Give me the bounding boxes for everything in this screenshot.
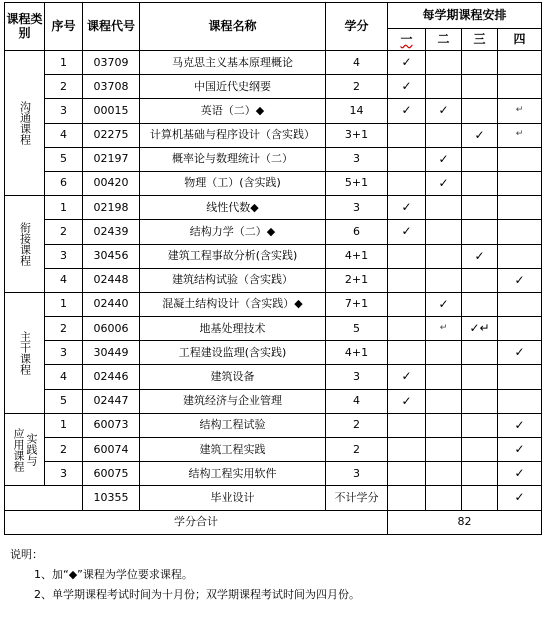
notes-title: 说明： (10, 548, 43, 561)
semester-2-mark (426, 220, 462, 244)
semester-2-mark (426, 462, 462, 486)
total-value: 82 (388, 510, 542, 534)
semester-2-mark (426, 196, 462, 220)
total-row (5, 510, 542, 534)
course-code: 30449 (83, 341, 140, 365)
course-name: 建筑经济与企业管理 (140, 389, 326, 413)
semester-3-mark (462, 147, 498, 171)
semester-2-mark (426, 438, 462, 462)
semester-3-mark (462, 462, 498, 486)
course-row (5, 147, 542, 171)
course-row (5, 365, 542, 389)
course-name: 马克思主义基本原理概论 (140, 51, 326, 75)
course-row (5, 413, 542, 437)
course-seq: 2 (45, 438, 83, 462)
category-cell (5, 413, 45, 486)
semester-2-mark (426, 51, 462, 75)
semester-2-label: 二 (426, 29, 462, 51)
course-seq: 5 (45, 147, 83, 171)
course-row (5, 196, 542, 220)
curriculum-table (4, 2, 542, 535)
course-code: 02440 (83, 292, 140, 316)
course-row (5, 462, 542, 486)
semester-1-label: 一 (388, 29, 426, 51)
course-code: 00015 (83, 99, 140, 123)
course-row (5, 220, 542, 244)
course-name: 建筑设备 (140, 365, 326, 389)
course-code: 02447 (83, 389, 140, 413)
course-code: 02446 (83, 365, 140, 389)
semester-3-mark: ✓↵ (462, 317, 498, 341)
course-credit: 2 (326, 413, 388, 437)
course-name: 计算机基础与程序设计（含实践） (140, 123, 326, 147)
course-name: 建筑结构试验（含实践） (140, 268, 326, 292)
course-row (5, 51, 542, 75)
semester-3-mark: ✓ (462, 244, 498, 268)
course-name: 建筑工程实践 (140, 438, 326, 462)
course-credit: 3 (326, 196, 388, 220)
semester-3-mark (462, 171, 498, 195)
graduation-name: 毕业设计 (140, 486, 326, 510)
course-row (5, 244, 542, 268)
course-seq: 3 (45, 462, 83, 486)
semester-1-mark: ✓ (388, 99, 426, 123)
course-credit: 14 (326, 99, 388, 123)
semester-1-mark (388, 462, 426, 486)
semester-3-mark (462, 268, 498, 292)
course-row (5, 171, 542, 195)
course-row (5, 317, 542, 341)
course-code: 02198 (83, 196, 140, 220)
semester-1-mark: ✓ (388, 51, 426, 75)
course-code: 02275 (83, 123, 140, 147)
category-label: 实践与 (25, 433, 38, 467)
notes-section (10, 545, 360, 605)
semester-2-mark: ✓ (426, 147, 462, 171)
course-code: 60075 (83, 462, 140, 486)
category-label: 沟通课程 (18, 101, 32, 146)
semester-3-mark: ✓ (462, 123, 498, 147)
semester-2-mark (426, 365, 462, 389)
course-credit: 4+1 (326, 244, 388, 268)
semester-4-mark: ✓ (498, 438, 542, 462)
semester-1-mark (388, 438, 426, 462)
course-row (5, 341, 542, 365)
semester-4-mark: ✓ (498, 341, 542, 365)
semester-4-mark (498, 317, 542, 341)
semester-4-mark (498, 292, 542, 316)
header-credit: 学分 (326, 3, 388, 51)
category-label: 衔接课程 (18, 222, 32, 266)
course-code: 02448 (83, 268, 140, 292)
semester-2-mark (426, 341, 462, 365)
course-name: 工程建设监理(含实践) (140, 341, 326, 365)
semester-4-mark (498, 75, 542, 99)
semester-4-mark: ✓ (498, 462, 542, 486)
semester-4-mark (498, 147, 542, 171)
course-credit: 2 (326, 438, 388, 462)
semester-3-mark (462, 413, 498, 437)
course-seq: 4 (45, 268, 83, 292)
course-name: 结构工程实用软件 (140, 462, 326, 486)
course-credit: 3 (326, 462, 388, 486)
semester-2-mark (426, 123, 462, 147)
course-row (5, 123, 542, 147)
course-credit: 3 (326, 147, 388, 171)
semester-4-mark: ↵ (498, 123, 542, 147)
course-seq: 1 (45, 413, 83, 437)
semester-3-mark (462, 292, 498, 316)
course-row (5, 75, 542, 99)
course-credit: 2 (326, 75, 388, 99)
course-row (5, 389, 542, 413)
course-credit: 4 (326, 389, 388, 413)
category-label: 应用课程 (12, 427, 25, 472)
semester-1-mark (388, 413, 426, 437)
semester-2-mark (426, 389, 462, 413)
semester-4-mark: ✓ (498, 486, 542, 510)
semester-2-mark: ✓ (426, 99, 462, 123)
header-schedule: 每学期课程安排 (388, 3, 542, 29)
course-seq: 2 (45, 317, 83, 341)
semester-3-mark (462, 389, 498, 413)
semester-1-mark: ✓ (388, 389, 426, 413)
course-seq: 3 (45, 244, 83, 268)
course-name: 概率论与数理统计（二） (140, 147, 326, 171)
semester-1-mark (388, 244, 426, 268)
semester-4-mark (498, 196, 542, 220)
course-name: 混凝土结构设计（含实践）◆ (140, 292, 326, 316)
semester-4-mark (498, 220, 542, 244)
note-item-2: 2、单学期课程考试时间为十月份；双学期课程考试时间为四月份。 (34, 588, 360, 601)
note-item-1: 1、加“◆”课程为学位要求课程。 (34, 568, 193, 581)
semester-3-mark (462, 365, 498, 389)
semester-2-mark: ✓ (426, 292, 462, 316)
semester-3-mark (462, 341, 498, 365)
course-code: 60073 (83, 413, 140, 437)
semester-2-mark (426, 244, 462, 268)
course-code: 60074 (83, 438, 140, 462)
course-row (5, 438, 542, 462)
header-seq: 序号 (45, 3, 83, 51)
course-credit: 2+1 (326, 268, 388, 292)
category-cell (5, 196, 45, 293)
course-credit: 3 (326, 365, 388, 389)
course-seq: 2 (45, 220, 83, 244)
semester-3-mark (462, 438, 498, 462)
semester-1-mark (388, 486, 426, 510)
semester-3-mark (462, 51, 498, 75)
course-credit: 4 (326, 51, 388, 75)
course-row (5, 268, 542, 292)
semester-2-mark (426, 75, 462, 99)
semester-2-mark (426, 486, 462, 510)
course-seq: 5 (45, 389, 83, 413)
semester-2-mark: ↵ (426, 317, 462, 341)
course-seq: 1 (45, 196, 83, 220)
category-label: 主干课程 (18, 330, 32, 375)
course-code: 03709 (83, 51, 140, 75)
course-credit: 4+1 (326, 341, 388, 365)
semester-1-mark (388, 317, 426, 341)
semester-4-mark (498, 51, 542, 75)
category-cell (5, 292, 45, 413)
course-seq: 6 (45, 171, 83, 195)
course-row (5, 99, 542, 123)
semester-4-mark: ↵ (498, 99, 542, 123)
semester-4-label: 四 (498, 29, 542, 51)
semester-1-mark: ✓ (388, 220, 426, 244)
semester-1-mark (388, 171, 426, 195)
course-seq: 3 (45, 341, 83, 365)
graduation-category-cell (5, 486, 83, 510)
semester-2-mark: ✓ (426, 171, 462, 195)
header-name: 课程名称 (140, 3, 326, 51)
semester-3-mark (462, 486, 498, 510)
course-name: 英语（二）◆ (140, 99, 326, 123)
course-credit: 5+1 (326, 171, 388, 195)
total-label: 学分合计 (5, 510, 388, 534)
course-row (5, 292, 542, 316)
course-name: 结构力学（二）◆ (140, 220, 326, 244)
graduation-row (5, 486, 542, 510)
header-category: 课程类别 (5, 3, 45, 51)
course-code: 03708 (83, 75, 140, 99)
semester-3-mark (462, 99, 498, 123)
course-list (5, 51, 542, 535)
semester-4-mark (498, 244, 542, 268)
course-code: 06006 (83, 317, 140, 341)
course-name: 线性代数◆ (140, 196, 326, 220)
semester-1-mark (388, 147, 426, 171)
course-seq: 4 (45, 123, 83, 147)
course-name: 物理（工）(含实践) (140, 171, 326, 195)
header-code: 课程代号 (83, 3, 140, 51)
course-code: 02197 (83, 147, 140, 171)
semester-1-mark (388, 292, 426, 316)
course-code: 00420 (83, 171, 140, 195)
semester-1-mark: ✓ (388, 365, 426, 389)
semester-4-mark: ✓ (498, 268, 542, 292)
semester-4-mark: ✓ (498, 413, 542, 437)
course-name: 建筑工程事故分析(含实践) (140, 244, 326, 268)
graduation-code: 10355 (83, 486, 140, 510)
course-seq: 3 (45, 99, 83, 123)
semester-4-mark (498, 389, 542, 413)
semester-1-mark: ✓ (388, 196, 426, 220)
semester-2-mark (426, 268, 462, 292)
course-credit: 6 (326, 220, 388, 244)
semester-4-mark (498, 365, 542, 389)
course-credit: 3+1 (326, 123, 388, 147)
course-seq: 1 (45, 51, 83, 75)
semester-2-mark (426, 413, 462, 437)
course-seq: 2 (45, 75, 83, 99)
semester-1-mark: ✓ (388, 75, 426, 99)
course-name: 中国近代史纲要 (140, 75, 326, 99)
semester-3-label: 三 (462, 29, 498, 51)
semester-1-mark (388, 268, 426, 292)
header-row (5, 3, 542, 29)
course-seq: 1 (45, 292, 83, 316)
course-code: 02439 (83, 220, 140, 244)
course-credit: 5 (326, 317, 388, 341)
course-credit: 7+1 (326, 292, 388, 316)
course-seq: 4 (45, 365, 83, 389)
semester-3-mark (462, 196, 498, 220)
course-name: 结构工程试验 (140, 413, 326, 437)
category-cell (5, 51, 45, 196)
semester-4-mark (498, 171, 542, 195)
semester-3-mark (462, 75, 498, 99)
course-name: 地基处理技术 (140, 317, 326, 341)
graduation-credit: 不计学分 (326, 486, 388, 510)
semester-1-mark (388, 123, 426, 147)
semester-3-mark (462, 220, 498, 244)
course-code: 30456 (83, 244, 140, 268)
semester-1-mark (388, 341, 426, 365)
